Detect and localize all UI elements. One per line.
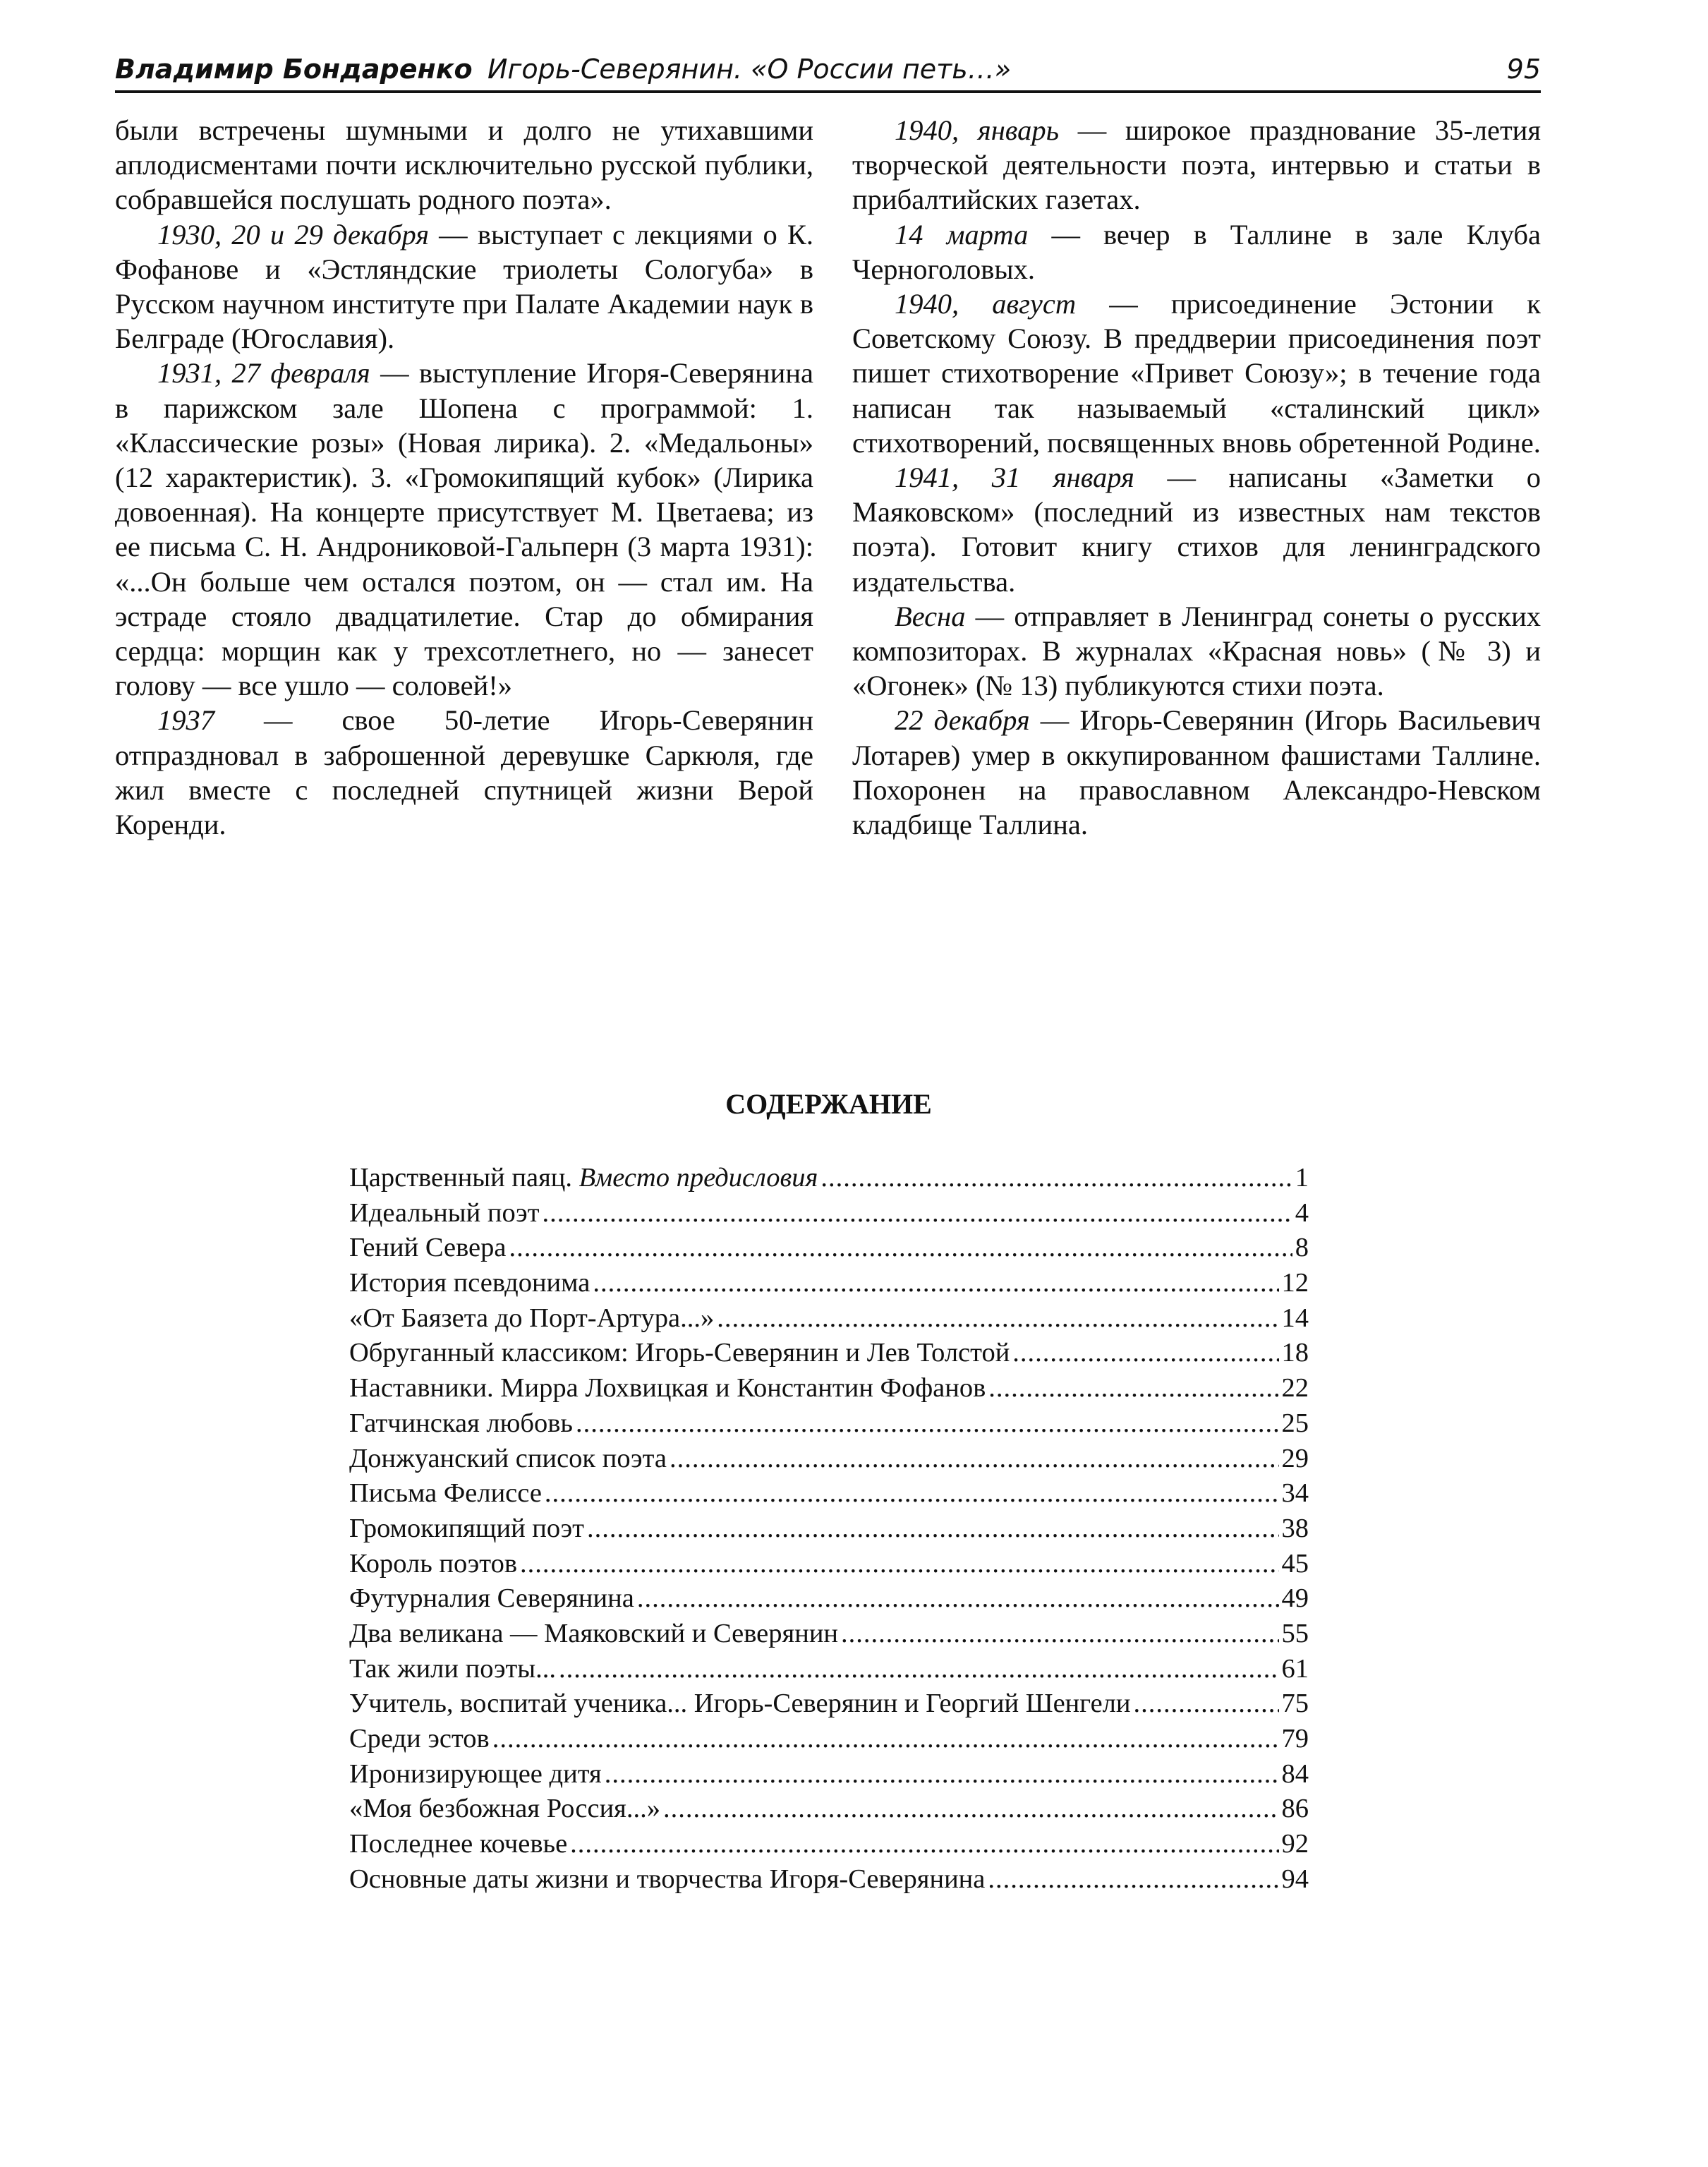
- dot-leader: [545, 1476, 1279, 1511]
- toc-entry-title: Письма Фелиссе: [349, 1478, 542, 1509]
- dot-leader: [663, 1792, 1278, 1827]
- dot-leader: [637, 1581, 1279, 1617]
- entry-date: 14 марта: [895, 218, 1029, 250]
- chronology-paragraph: [115, 217, 813, 356]
- entry-date: 22 декабря: [895, 704, 1030, 737]
- dot-leader: [605, 1757, 1279, 1792]
- toc-entry-page: 14: [1281, 1303, 1309, 1333]
- entry-text: — Игорь-Северянин (Игорь Васильевич Лотарев) умер в оккупированном фашистами Таллине. Похоронен на православном Александро-Невском кладбище Таллина.: [852, 704, 1541, 841]
- dot-leader: [509, 1231, 1292, 1266]
- toc-entry-title: Учитель, воспитай ученика... Игорь-Северянин и Георгий Шенгели: [349, 1689, 1131, 1719]
- toc-entry-title: Два великана — Маяковский и Северянин: [349, 1618, 839, 1648]
- toc-entry-title: Иронизирующее дитя: [349, 1758, 602, 1789]
- toc-entry-page: 25: [1281, 1408, 1309, 1438]
- chronology-paragraph: [115, 356, 813, 703]
- entry-date: 1937: [157, 704, 214, 737]
- entry-date: 1931, 27 февраля: [157, 357, 370, 390]
- dot-leader: [670, 1442, 1279, 1477]
- toc-entry-page: 34: [1281, 1478, 1309, 1509]
- dot-leader: [841, 1617, 1278, 1652]
- dot-leader: [1133, 1686, 1278, 1722]
- chronology-paragraph: [852, 217, 1541, 286]
- chronology-paragraph: [852, 460, 1541, 599]
- entry-text: — присоединение Эстонии к Советскому Союзу. В преддверии присоединения поэт пишет стихотворение «Привет Союзу»; в течение года написан так называемый «сталинский цикл» стихотворений, посвященных вновь обретенной Родине.: [852, 288, 1541, 459]
- toc-entry[interactable]: [349, 1652, 1309, 1687]
- toc-entry-page: 86: [1281, 1794, 1309, 1824]
- dot-leader: [988, 1862, 1278, 1897]
- chronology-paragraph: [852, 599, 1541, 704]
- toc-entry[interactable]: [349, 1827, 1309, 1862]
- toc-entry-title: Идеальный поэт: [349, 1197, 540, 1228]
- toc-entry-page: 38: [1281, 1513, 1309, 1543]
- toc-entry-title: Донжуанский список поэта: [349, 1443, 667, 1473]
- toc-entry-page: 29: [1281, 1443, 1309, 1473]
- page-number: 95: [1506, 54, 1541, 85]
- entry-date: 1940, январь: [895, 114, 1060, 146]
- header-rule: [115, 90, 1541, 93]
- chronology-paragraph: [852, 703, 1541, 842]
- toc-entry-title: Обруганный классиком: Игорь-Северянин и Лев Толстой: [349, 1338, 1010, 1368]
- toc-entry[interactable]: [349, 1581, 1309, 1617]
- toc-entry-page: 49: [1281, 1583, 1309, 1614]
- right-text-column: [852, 113, 1541, 842]
- toc-entry[interactable]: [349, 1371, 1309, 1406]
- toc-entry[interactable]: [349, 1336, 1309, 1371]
- toc-entry-page: 8: [1295, 1233, 1309, 1263]
- toc-entry[interactable]: [349, 1547, 1309, 1582]
- dot-leader: [559, 1652, 1278, 1687]
- dot-leader: [570, 1827, 1278, 1862]
- toc-entry[interactable]: [349, 1686, 1309, 1722]
- toc-entry[interactable]: [349, 1442, 1309, 1477]
- toc-entry[interactable]: [349, 1476, 1309, 1511]
- chronology-paragraph: [115, 703, 813, 842]
- toc-entry[interactable]: [349, 1617, 1309, 1652]
- entry-date: 1940, август: [895, 288, 1077, 320]
- dot-leader: [576, 1406, 1279, 1442]
- entry-text: — отправляет в Ленинград сонеты о русских композиторах. В журналах «Красная новь» (№ 3) и «Огонек» (№ 13) публикуются стихи поэта.: [852, 600, 1541, 702]
- running-header: [115, 48, 1541, 90]
- toc-entry-title: «Моя безбожная Россия...»: [349, 1794, 661, 1824]
- toc-entry-page: 45: [1281, 1548, 1309, 1579]
- toc-entry-page: 92: [1281, 1829, 1309, 1859]
- toc-entry[interactable]: [349, 1511, 1309, 1547]
- chronology-paragraph: [115, 113, 813, 217]
- dot-leader: [820, 1161, 1292, 1196]
- toc-entry-page: 75: [1281, 1689, 1309, 1719]
- toc-entry[interactable]: [349, 1196, 1309, 1231]
- toc-entry[interactable]: [349, 1231, 1309, 1266]
- toc-entry[interactable]: [349, 1722, 1309, 1757]
- dot-leader: [593, 1266, 1278, 1301]
- toc-entry-title: Среди эстов: [349, 1724, 490, 1753]
- header-book-title: Игорь-Северянин. «О России петь…»: [487, 54, 1012, 85]
- toc-entry[interactable]: [349, 1301, 1309, 1336]
- toc-entry-title: Наставники. Мирра Лохвицкая и Константин Фофанов: [349, 1373, 986, 1404]
- toc-entry-title: Основные даты жизни и творчества Игоря-Северянина: [349, 1864, 986, 1894]
- entry-text: — выступает с лекциями о К. Фофанове и «Эстляндские триолеты Сологуба» в Русском научном институте при Палате Академии наук в Белграде (Югославия).: [115, 218, 813, 355]
- left-text-column: [115, 113, 813, 842]
- entry-text: — вечер в Таллине в зале Клуба Черноголовых.: [852, 218, 1541, 285]
- toc-entry[interactable]: [349, 1406, 1309, 1442]
- dot-leader: [717, 1301, 1278, 1336]
- toc-entry-title: Футурналия Северянина: [349, 1583, 634, 1614]
- toc-entry-title: Царственный паяц. Вместо предисловия: [349, 1163, 818, 1193]
- toc-entry-title: Так жили поэты...: [349, 1653, 557, 1684]
- entry-date: Весна: [895, 600, 966, 632]
- dot-leader: [988, 1371, 1278, 1406]
- toc-heading: СОДЕРЖАНИЕ: [725, 1088, 932, 1120]
- entry-text: были встречены шумными и долго не утихавшими аплодисментами почти исключительно русской публики, собравшейся послушать родного поэта».: [115, 114, 813, 216]
- header-author: Владимир Бондаренко: [115, 54, 473, 85]
- entry-date: 1941, 31 января: [895, 461, 1134, 494]
- entry-text: — написаны «Заметки о Маяковском» (последний из известных нам текстов поэта). Готовит книгу стихов для ленинградского издательства.: [852, 461, 1542, 598]
- toc-entry-page: 94: [1281, 1864, 1309, 1894]
- toc-entry-page: 61: [1281, 1653, 1309, 1684]
- toc-entry[interactable]: [349, 1161, 1309, 1196]
- entry-text: — широкое празднование 35-летия творческой деятельности поэта, интервью и статьи в прибалтийских газетах.: [852, 114, 1541, 216]
- toc-entry-page: 79: [1281, 1724, 1309, 1753]
- toc-entry-page: 55: [1281, 1618, 1309, 1648]
- toc-entry-title: Последнее кочевье: [349, 1829, 568, 1859]
- toc-entry-title: Гатчинская любовь: [349, 1408, 573, 1438]
- table-of-contents: [349, 1161, 1309, 1897]
- chronology-paragraph: [852, 286, 1541, 460]
- toc-entry-page: 22: [1281, 1373, 1309, 1404]
- toc-entry-title: Гений Севера: [349, 1233, 507, 1263]
- toc-entry-title: Король поэтов: [349, 1548, 517, 1579]
- entry-text: — выступление Игоря-Северянина в парижском зале Шопена с программой: 1. «Классические розы» (Новая лирика). 2. «Медальоны» (12 характеристик). 3. «Громокипящий кубок» (Лирика довоенная). На концерте присутствует М. Цветаева; из ее письма С. Н. Андрониковой-Гальперн (3 марта 1931): «...Он больше чем остался поэтом, он — стал им. На эстраде стояло двадцатилетие. Стар до обмирания сердца: морщин как у трехсотлетнего, но — занесет голову — все ушло — соловей!»: [115, 357, 813, 702]
- dot-leader: [492, 1722, 1279, 1757]
- dot-leader: [520, 1547, 1279, 1582]
- toc-entry-page: 1: [1295, 1163, 1309, 1193]
- dot-leader: [587, 1511, 1279, 1547]
- toc-entry[interactable]: [349, 1792, 1309, 1827]
- toc-entry-page: 4: [1295, 1197, 1309, 1228]
- toc-entry[interactable]: [349, 1862, 1309, 1897]
- toc-entry-page: 12: [1281, 1268, 1309, 1298]
- dot-leader: [543, 1196, 1292, 1231]
- entry-text: — свое 50-летие Игорь-Северянин отпраздновал в заброшенной деревушке Саркюля, где жил вместе с последней спутницей жизни Верой Коренди.: [115, 704, 813, 841]
- toc-entry[interactable]: [349, 1757, 1309, 1792]
- dot-leader: [1012, 1336, 1278, 1371]
- toc-entry-page: 18: [1281, 1338, 1309, 1368]
- toc-entry-title: «От Баязета до Порт-Артура...»: [349, 1303, 715, 1333]
- toc-entry[interactable]: [349, 1266, 1309, 1301]
- toc-entry-page: 84: [1281, 1758, 1309, 1789]
- toc-entry-title: История псевдонима: [349, 1268, 590, 1298]
- entry-date: 1930, 20 и 29 декабря: [157, 218, 430, 250]
- toc-entry-title: Громокипящий поэт: [349, 1513, 584, 1543]
- chronology-paragraph: [852, 113, 1541, 217]
